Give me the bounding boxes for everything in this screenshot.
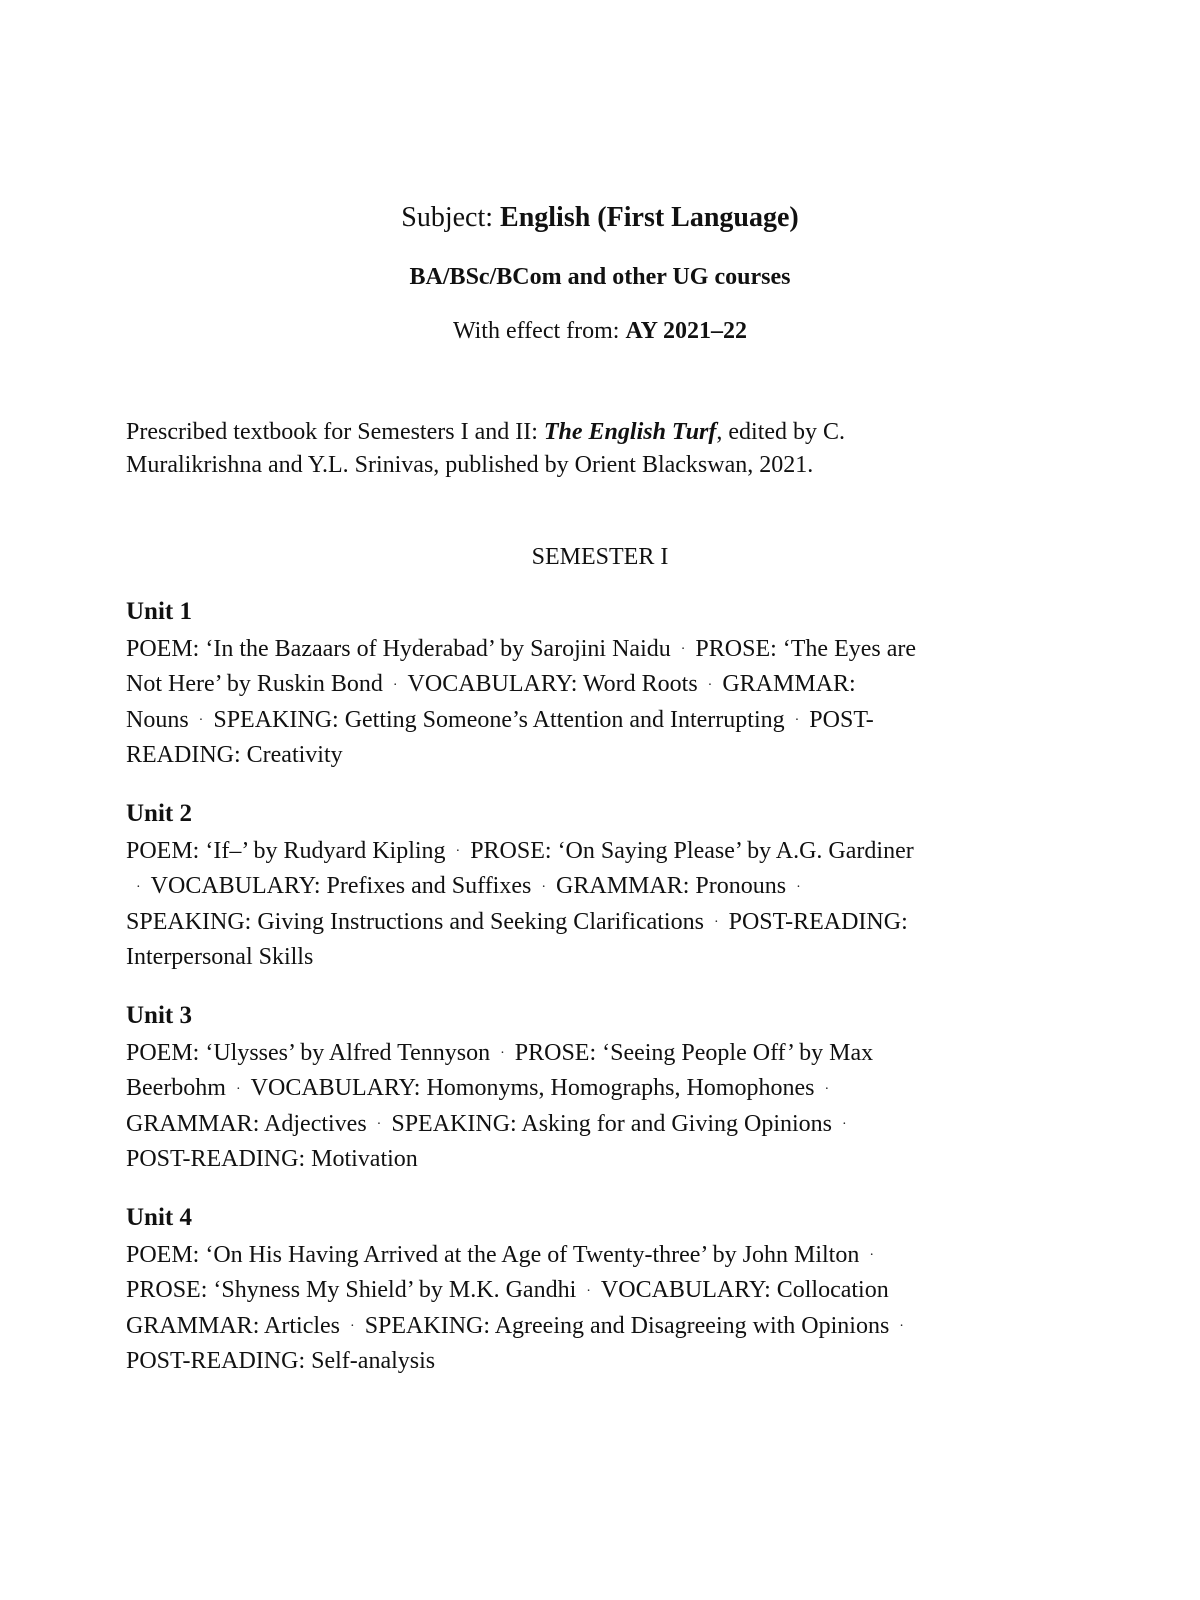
separator-dot-icon: · bbox=[796, 879, 801, 895]
textbook-prefix: Prescribed textbook for Semesters I and II: bbox=[126, 419, 544, 445]
separator-dot-icon: · bbox=[842, 1117, 847, 1133]
unit-topic: VOCABULARY: Homonyms, Homographs, Homophones bbox=[250, 1075, 815, 1102]
unit-line bbox=[126, 703, 1086, 738]
separator-dot-icon: · bbox=[586, 1283, 591, 1299]
effect-value: AY 2021–22 bbox=[625, 318, 748, 344]
separator-dot-icon: · bbox=[707, 677, 713, 693]
textbook-title: The English Turf bbox=[543, 419, 717, 445]
unit-line bbox=[126, 1142, 1086, 1176]
separator-dot-icon: · bbox=[455, 844, 461, 860]
unit-line bbox=[126, 1071, 1086, 1106]
unit-block bbox=[126, 1202, 1086, 1378]
textbook-line-2: Muralikrishna and Y.L. Srinivas, published by Orient Blackswan, 2021. bbox=[126, 452, 814, 478]
subject-heading bbox=[0, 200, 1200, 236]
unit-topic: PROSE: ‘Shyness My Shield’ by M.K. Gandhi bbox=[126, 1277, 577, 1304]
unit-topic: POEM: ‘On His Having Arrived at the Age of Twenty-three’ by John Milton bbox=[126, 1242, 860, 1268]
separator-dot-icon: · bbox=[500, 1046, 505, 1062]
unit-title: Unit 3 bbox=[126, 1002, 192, 1029]
unit-topic: PROSE: ‘Seeing People Off’ by Max bbox=[514, 1040, 874, 1066]
unit-line bbox=[126, 738, 1086, 772]
separator-dot-icon: · bbox=[899, 1319, 904, 1335]
unit-topic: PROSE: ‘On Saying Please’ by A.G. Gardiner bbox=[470, 838, 914, 864]
unit-topic: POEM: ‘Ulysses’ by Alfred Tennyson bbox=[126, 1040, 491, 1066]
unit-block bbox=[126, 798, 1086, 974]
semester-heading: SEMESTER I bbox=[531, 544, 669, 570]
unit-topic: VOCABULARY: Prefixes and Suffixes bbox=[150, 873, 532, 900]
separator-dot-icon: · bbox=[680, 642, 686, 658]
unit-line bbox=[126, 632, 1086, 667]
unit-line bbox=[126, 940, 1086, 974]
unit-line bbox=[126, 869, 1086, 904]
unit-topic: POST-READING: Self-analysis bbox=[126, 1348, 436, 1375]
unit-topic: POST-READING: Motivation bbox=[126, 1146, 418, 1173]
unit-line bbox=[126, 1273, 1086, 1308]
unit-topic: POST- bbox=[809, 706, 874, 733]
unit-line bbox=[126, 1036, 1086, 1071]
unit-title: Unit 2 bbox=[126, 800, 192, 827]
unit-topic: Interpersonal Skills bbox=[126, 944, 314, 971]
separator-dot-icon: · bbox=[392, 677, 398, 693]
unit-topic: Beerbohm bbox=[126, 1075, 226, 1102]
unit-topic: SPEAKING: Asking for and Giving Opinions bbox=[391, 1110, 833, 1137]
unit-block bbox=[126, 596, 1086, 772]
unit-block bbox=[126, 1000, 1086, 1176]
unit-topic: GRAMMAR: Adjectives bbox=[126, 1110, 367, 1137]
separator-dot-icon: · bbox=[713, 915, 719, 931]
unit-topic: Not Here’ by Ruskin Bond bbox=[126, 671, 383, 698]
separator-dot-icon: · bbox=[541, 879, 547, 895]
separator-dot-icon: · bbox=[824, 1081, 830, 1097]
unit-topic: GRAMMAR: bbox=[722, 671, 856, 698]
separator-dot-icon: · bbox=[350, 1319, 355, 1335]
unit-topic: GRAMMAR: Pronouns bbox=[556, 873, 787, 900]
separator-dot-icon: · bbox=[198, 713, 204, 729]
unit-title: Unit 1 bbox=[126, 598, 192, 625]
unit-topic: POST-READING: bbox=[728, 908, 908, 935]
subject-value: English (First Language) bbox=[500, 202, 799, 233]
unit-topic: VOCABULARY: Collocation bbox=[600, 1277, 889, 1304]
unit-topic: READING: Creativity bbox=[126, 742, 343, 769]
unit-topic: VOCABULARY: Word Roots bbox=[407, 671, 698, 698]
separator-dot-icon: · bbox=[235, 1081, 241, 1097]
unit-topic: POEM: ‘In the Bazaars of Hyderabad’ by Sarojini Naidu bbox=[126, 636, 671, 662]
unit-line bbox=[126, 1344, 1086, 1378]
unit-topic: Nouns bbox=[126, 706, 189, 733]
unit-topic: SPEAKING: Agreeing and Disagreeing with Opinions bbox=[364, 1312, 890, 1339]
unit-line bbox=[126, 834, 1086, 869]
separator-dot-icon: · bbox=[376, 1117, 382, 1133]
prescribed-textbook bbox=[126, 416, 1066, 482]
textbook-line-1 bbox=[126, 416, 1066, 449]
unit-line bbox=[126, 1107, 1086, 1142]
unit-title: Unit 4 bbox=[126, 1204, 192, 1231]
separator-dot-icon: · bbox=[869, 1248, 874, 1264]
separator-dot-icon: · bbox=[136, 879, 141, 895]
unit-line bbox=[126, 905, 1086, 940]
unit-line bbox=[126, 1309, 1086, 1344]
separator-dot-icon: · bbox=[794, 713, 800, 729]
unit-line bbox=[126, 1238, 1086, 1273]
effect-label: With effect from: bbox=[452, 318, 626, 344]
unit-topic: GRAMMAR: Articles bbox=[126, 1312, 341, 1339]
subject-label: Subject: bbox=[401, 202, 501, 233]
effective-date bbox=[0, 316, 1200, 346]
unit-topic: SPEAKING: Getting Someone’s Attention and Interrupting bbox=[213, 706, 785, 733]
unit-line bbox=[126, 667, 1086, 702]
courses-heading: BA/BSc/BCom and other UG courses bbox=[409, 264, 791, 290]
unit-topic: SPEAKING: Giving Instructions and Seeking Clarifications bbox=[126, 908, 704, 935]
unit-topic: POEM: ‘If–’ by Rudyard Kipling bbox=[126, 838, 446, 864]
textbook-suffix: , edited by C. bbox=[716, 419, 846, 445]
unit-topic: PROSE: ‘The Eyes are bbox=[695, 636, 917, 662]
